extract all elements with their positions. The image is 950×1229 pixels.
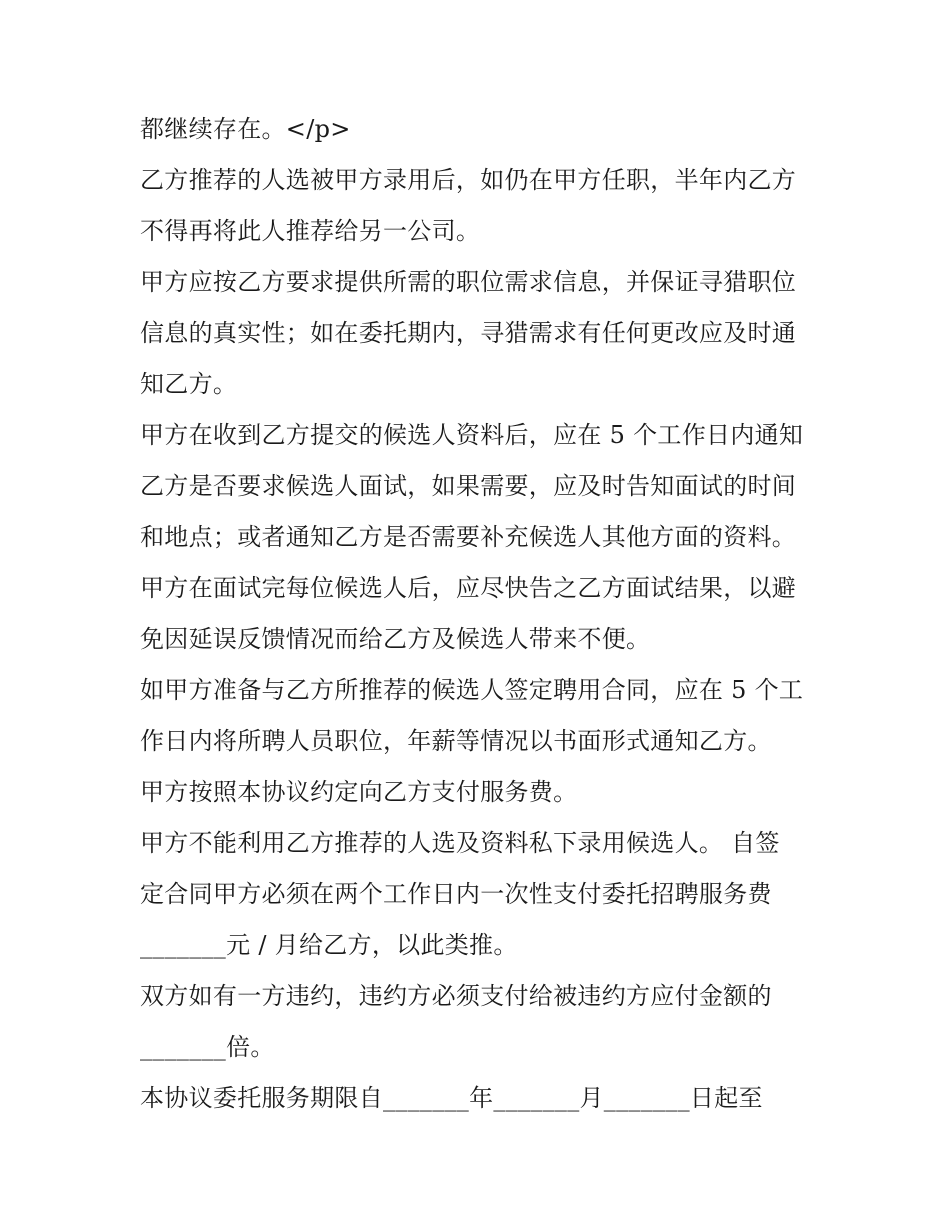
paragraph-line: 都继续存在。</p> bbox=[140, 115, 351, 143]
paragraph-line: 甲方在面试完每位候选人后，应尽快告之乙方面试结果，以避 bbox=[140, 574, 797, 602]
paragraph-line: _______倍。 bbox=[140, 1033, 275, 1061]
paragraph-line: 信息的真实性；如在委托期内，寻猎需求有任何更改应及时通 bbox=[140, 319, 797, 347]
paragraph-line: 甲方按照本协议约定向乙方支付服务费。 bbox=[140, 778, 578, 806]
paragraph-line: 甲方应按乙方要求提供所需的职位需求信息，并保证寻猎职位 bbox=[140, 268, 797, 296]
paragraph-line: 甲方在收到乙方提交的候选人资料后，应在 5 个工作日内通知 bbox=[140, 421, 804, 449]
document-paragraph bbox=[140, 104, 820, 155]
paragraph-line: 作日内将所聘人员职位，年薪等情况以书面形式通知乙方。 bbox=[140, 727, 772, 755]
paragraph-line: 双方如有一方违约，违约方必须支付给被违约方应付金额的 bbox=[140, 982, 772, 1010]
paragraph-line: 不得再将此人推荐给另一公司。 bbox=[140, 217, 481, 245]
document-paragraph bbox=[140, 155, 820, 257]
paragraph-line: 免因延误反馈情况而给乙方及候选人带来不便。 bbox=[140, 625, 651, 653]
document-body bbox=[140, 104, 820, 1124]
document-paragraph bbox=[140, 767, 820, 818]
document-paragraph bbox=[140, 665, 820, 767]
document-paragraph bbox=[140, 410, 820, 563]
paragraph-line: 甲方不能利用乙方推荐的人选及资料私下录用候选人。 自签 bbox=[140, 829, 780, 857]
paragraph-line: 知乙方。 bbox=[140, 370, 238, 398]
document-paragraph bbox=[140, 257, 820, 410]
paragraph-line: 本协议委托服务期限自_______年_______月_______日起至 bbox=[140, 1084, 763, 1112]
document-paragraph bbox=[140, 971, 820, 1073]
paragraph-line: 如甲方准备与乙方所推荐的候选人签定聘用合同，应在 5 个工 bbox=[140, 676, 804, 704]
paragraph-line: 乙方是否要求候选人面试，如果需要，应及时告知面试的时间 bbox=[140, 472, 797, 500]
document-paragraph bbox=[140, 1073, 820, 1124]
paragraph-line: _______元 / 月给乙方，以此类推。 bbox=[140, 931, 518, 959]
paragraph-line: 和地点；或者通知乙方是否需要补充候选人其他方面的资料。 bbox=[140, 523, 797, 551]
document-paragraph bbox=[140, 563, 820, 665]
document-paragraph bbox=[140, 818, 820, 971]
paragraph-line: 定合同甲方必须在两个工作日内一次性支付委托招聘服务费 bbox=[140, 880, 772, 908]
paragraph-line: 乙方推荐的人选被甲方录用后，如仍在甲方任职，半年内乙方 bbox=[140, 166, 797, 194]
